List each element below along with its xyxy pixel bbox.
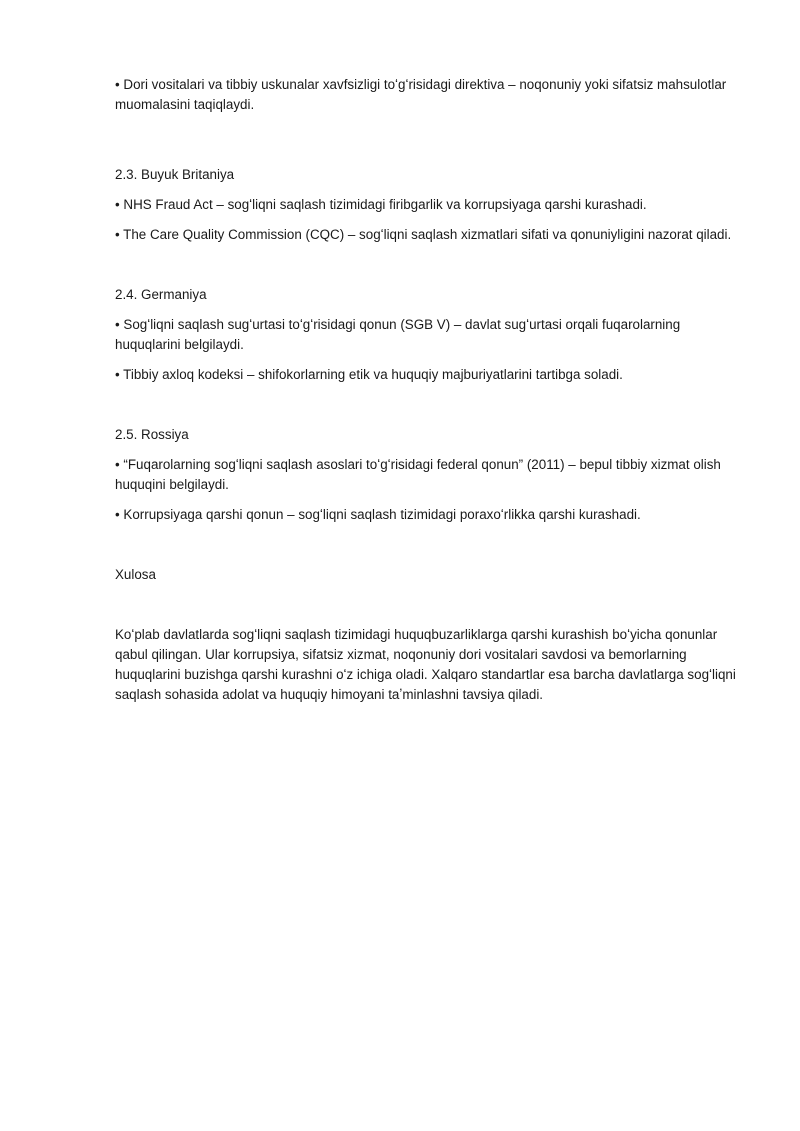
section-germaniya — [115, 285, 745, 385]
conclusion-section — [115, 565, 745, 705]
bullet-item: • Korrupsiyaga qarshi qonun – sogʻliqni saqlash tizimidagi poraxoʻrlikka qarshi kurashadi. — [115, 507, 641, 522]
section-heading: 2.5. Rossiya — [115, 427, 189, 442]
bullet-item: • Sogʻliqni saqlash sugʻurtasi toʻgʻrisidagi qonun (SGB V) – davlat sugʻurtasi orqali fuqarolarning huquqlarini belgilaydi. — [115, 317, 681, 352]
bullet-item: • Dori vositalari va tibbiy uskunalar xavfsizligi toʻgʻrisidagi direktiva – noqonuniy yoki sifatsiz mahsulotlar muomalasini taqiqlaydi. — [115, 77, 727, 112]
intro-section — [115, 75, 745, 115]
section-buyuk-britaniya — [115, 165, 745, 245]
document-page — [115, 75, 745, 705]
bullet-item: • The Care Quality Commission (CQC) – sogʻliqni saqlash xizmatlari sifati va qonuniyligini nazorat qiladi. — [115, 227, 732, 242]
bullet-item: • NHS Fraud Act – sogʻliqni saqlash tizimidagi firibgarlik va korrupsiyaga qarshi kurashadi. — [115, 197, 647, 212]
bullet-item: • “Fuqarolarning sogʻliqni saqlash asoslari toʻgʻrisidagi federal qonun” (2011) – bepul tibbiy xizmat olish huquqini belgilaydi. — [115, 457, 721, 492]
conclusion-text: Koʻplab davlatlarda sogʻliqni saqlash tizimidagi huquqbuzarliklarga qarshi kurashish boʻyicha qonunlar qabul qilingan. Ular korrupsiya, sifatsiz xizmat, noqonuniy dori vositalari savdosi va bemorlarning huquqlarini buzishga qarshi kurashni oʻz ichiga oladi. Xalqaro standartlar esa barcha davlatlarga sogʻliqni saqlash sohasida adolat va huquqiy himoyani taʼminlashni tavsiya qiladi. — [115, 627, 736, 702]
section-heading: 2.4. Germaniya — [115, 287, 207, 302]
conclusion-heading: Xulosa — [115, 567, 156, 582]
section-rossiya — [115, 425, 745, 525]
section-heading: 2.3. Buyuk Britaniya — [115, 167, 235, 182]
bullet-item: • Tibbiy axloq kodeksi – shifokorlarning etik va huquqiy majburiyatlarini tartibga soladi. — [115, 367, 623, 382]
